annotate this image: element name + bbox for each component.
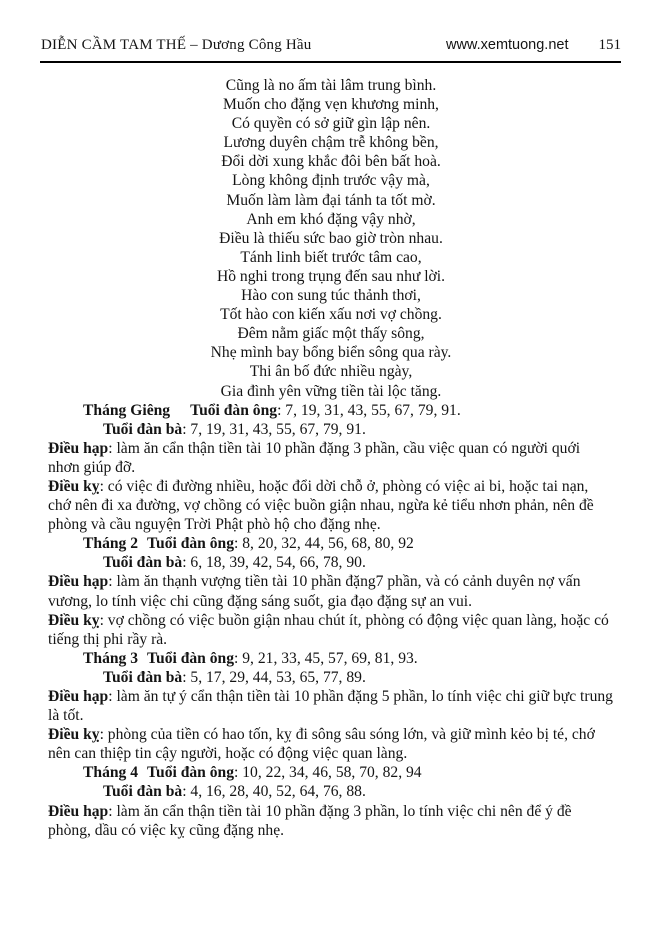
poem xyxy=(48,76,614,401)
page-number: 151 xyxy=(598,37,621,53)
men-ages-values: : 8, 20, 32, 44, 56, 68, 80, 92 xyxy=(234,535,414,553)
women-ages-line xyxy=(48,782,614,801)
month-heading xyxy=(48,534,614,553)
poem-line: Muốn làm làm đại tánh ta tốt mờ. xyxy=(226,191,436,209)
dieu-hap-paragraph xyxy=(48,687,614,725)
month-label: Tháng 3 xyxy=(83,649,139,667)
poem-line: Tốt hào con kiến xấu nơi vợ chồng. xyxy=(220,306,442,324)
poem-line: Gia đình yên vững tiền tài lộc tăng. xyxy=(220,382,442,400)
dieu-ky-paragraph xyxy=(48,725,614,763)
month-label: Tháng Giêng xyxy=(83,401,171,419)
header-rule xyxy=(40,61,621,63)
poem-line: Có quyền có sở giữ gìn lập nên. xyxy=(231,115,431,133)
poem-line: Muốn cho đặng vẹn khương minh, xyxy=(223,96,439,114)
men-ages-values: : 10, 22, 34, 46, 58, 70, 82, 94 xyxy=(234,764,422,782)
dieu-ky-paragraph xyxy=(48,477,614,534)
women-ages-label: Tuổi đàn bà xyxy=(103,554,183,572)
dieu-ky-label: Điều kỵ xyxy=(48,611,100,629)
poem-line: Hào con sung túc thảnh thơi, xyxy=(241,287,421,305)
women-ages-label: Tuổi đàn bà xyxy=(103,783,183,801)
men-ages-label: Tuổi đàn ông xyxy=(147,764,235,782)
dieu-hap-text: : làm ăn cẩn thận tiền tài 10 phần đặng 3 phần, lo tính việc chi nên để ý đề phòng, dầu có việc kỵ cũng đặng nhẹ. xyxy=(48,802,572,839)
dieu-ky-text: : phòng của tiền có hao tốn, kỵ đi sông sâu sóng lớn, và giữ mình kẻo bị té, chớ nên can thiệp tin cậy người, hoặc có động việc quan làng. xyxy=(48,726,595,763)
women-ages-values: : 4, 16, 28, 40, 52, 64, 76, 88. xyxy=(182,783,366,801)
dieu-hap-text: : làm ăn cẩn thận tiền tài 10 phần đặng 3 phần, cầu việc quan có người quới nhơn giúp đỡ. xyxy=(48,439,581,476)
dieu-hap-paragraph xyxy=(48,439,614,477)
poem-line: Lương duyên chậm trễ không bền, xyxy=(223,134,439,152)
men-ages-label: Tuổi đàn ông xyxy=(190,401,278,419)
book-title: DIỄN CẦM TAM THẾ – Dương Công Hầu xyxy=(41,37,312,53)
women-ages-line xyxy=(48,668,614,687)
dieu-hap-label: Điều hạp xyxy=(48,802,109,820)
women-ages-label: Tuổi đàn bà xyxy=(103,420,183,438)
page-content xyxy=(48,76,614,840)
poem-line: Tánh linh biết trước tâm cao, xyxy=(240,248,422,266)
poem-line: Hồ nghi trong trụng đến sau như lời. xyxy=(216,267,446,285)
month-heading xyxy=(48,649,614,668)
poem-line: Đổi dời xung khắc đôi bên bất hoà. xyxy=(221,153,441,171)
dieu-hap-label: Điều hạp xyxy=(48,573,109,591)
poem-line: Cũng là no ấm tài lâm trung bình. xyxy=(225,77,437,94)
dieu-ky-paragraph xyxy=(48,611,614,649)
poem-line: Lòng không định trước vậy mà, xyxy=(232,172,430,190)
dieu-hap-label: Điều hạp xyxy=(48,439,109,457)
month-label: Tháng 4 xyxy=(83,764,139,782)
header-right xyxy=(446,37,621,54)
dieu-ky-label: Điều kỵ xyxy=(48,477,100,495)
dieu-hap-text: : làm ăn tự ý cẩn thận tiền tài 10 phần đặng 5 phần, lo tính việc chi giữ bực trung là tốt. xyxy=(48,688,613,725)
poem-line: Nhẹ mình bay bổng biển sông qua rày. xyxy=(210,344,452,362)
website-text: www.xemtuong.net xyxy=(445,37,569,53)
men-ages-label: Tuổi đàn ông xyxy=(147,535,235,553)
dieu-hap-paragraph xyxy=(48,572,614,610)
women-ages-label: Tuổi đàn bà xyxy=(103,668,183,686)
dieu-hap-label: Điều hạp xyxy=(48,688,109,705)
dieu-ky-text: : có việc đi đường nhiều, hoặc đổi dời chỗ ở, phòng có việc ai bi, hoặc tai nạn, chớ nên đi xa đường, vợ chồng có việc buồn giận nhau, ngừa kẻ tiểu nhơn phản, nên đề phòng và cầu nguyện Trời Phật phò hộ cho đặng nhẹ. xyxy=(48,477,594,534)
women-ages-values: : 6, 18, 39, 42, 54, 66, 78, 90. xyxy=(182,554,366,572)
men-ages-values: : 7, 19, 31, 43, 55, 67, 79, 91. xyxy=(277,401,461,419)
month-heading xyxy=(48,763,614,782)
month-heading xyxy=(48,401,614,420)
poem-line: Thi ân bố đức nhiều ngày, xyxy=(249,363,413,381)
men-ages-label: Tuổi đàn ông xyxy=(147,649,235,667)
women-ages-values: : 5, 17, 29, 44, 53, 65, 77, 89. xyxy=(182,668,366,686)
women-ages-line xyxy=(48,420,614,439)
women-ages-values: : 7, 19, 31, 43, 55, 67, 79, 91. xyxy=(182,420,366,438)
men-ages-values: : 9, 21, 33, 45, 57, 69, 81, 93. xyxy=(234,649,418,667)
poem-line: Anh em khó đặng vậy nhờ, xyxy=(246,210,416,228)
dieu-ky-label: Điều kỵ xyxy=(48,726,100,744)
poem-line: Điều là thiếu sức bao giờ tròn nhau. xyxy=(219,229,443,247)
dieu-hap-text: : làm ăn thạnh vượng tiền tài 10 phần đặng7 phần, và có cảnh duyên nợ vấn vương, lo tính việc chi cũng đặng sáng suốt, gia đạo đặng sự an vui. xyxy=(48,573,581,610)
dieu-hap-paragraph xyxy=(48,802,614,840)
women-ages-line xyxy=(48,553,614,572)
poem-line: Đêm nằm giấc một thấy sông, xyxy=(237,325,425,343)
page-header xyxy=(41,37,621,54)
month-label: Tháng 2 xyxy=(83,535,139,553)
dieu-ky-text: : vợ chồng có việc buồn giận nhau chút ít, phòng có động việc quan làng, hoặc có tiếng thị phi rầy rà. xyxy=(48,611,609,648)
